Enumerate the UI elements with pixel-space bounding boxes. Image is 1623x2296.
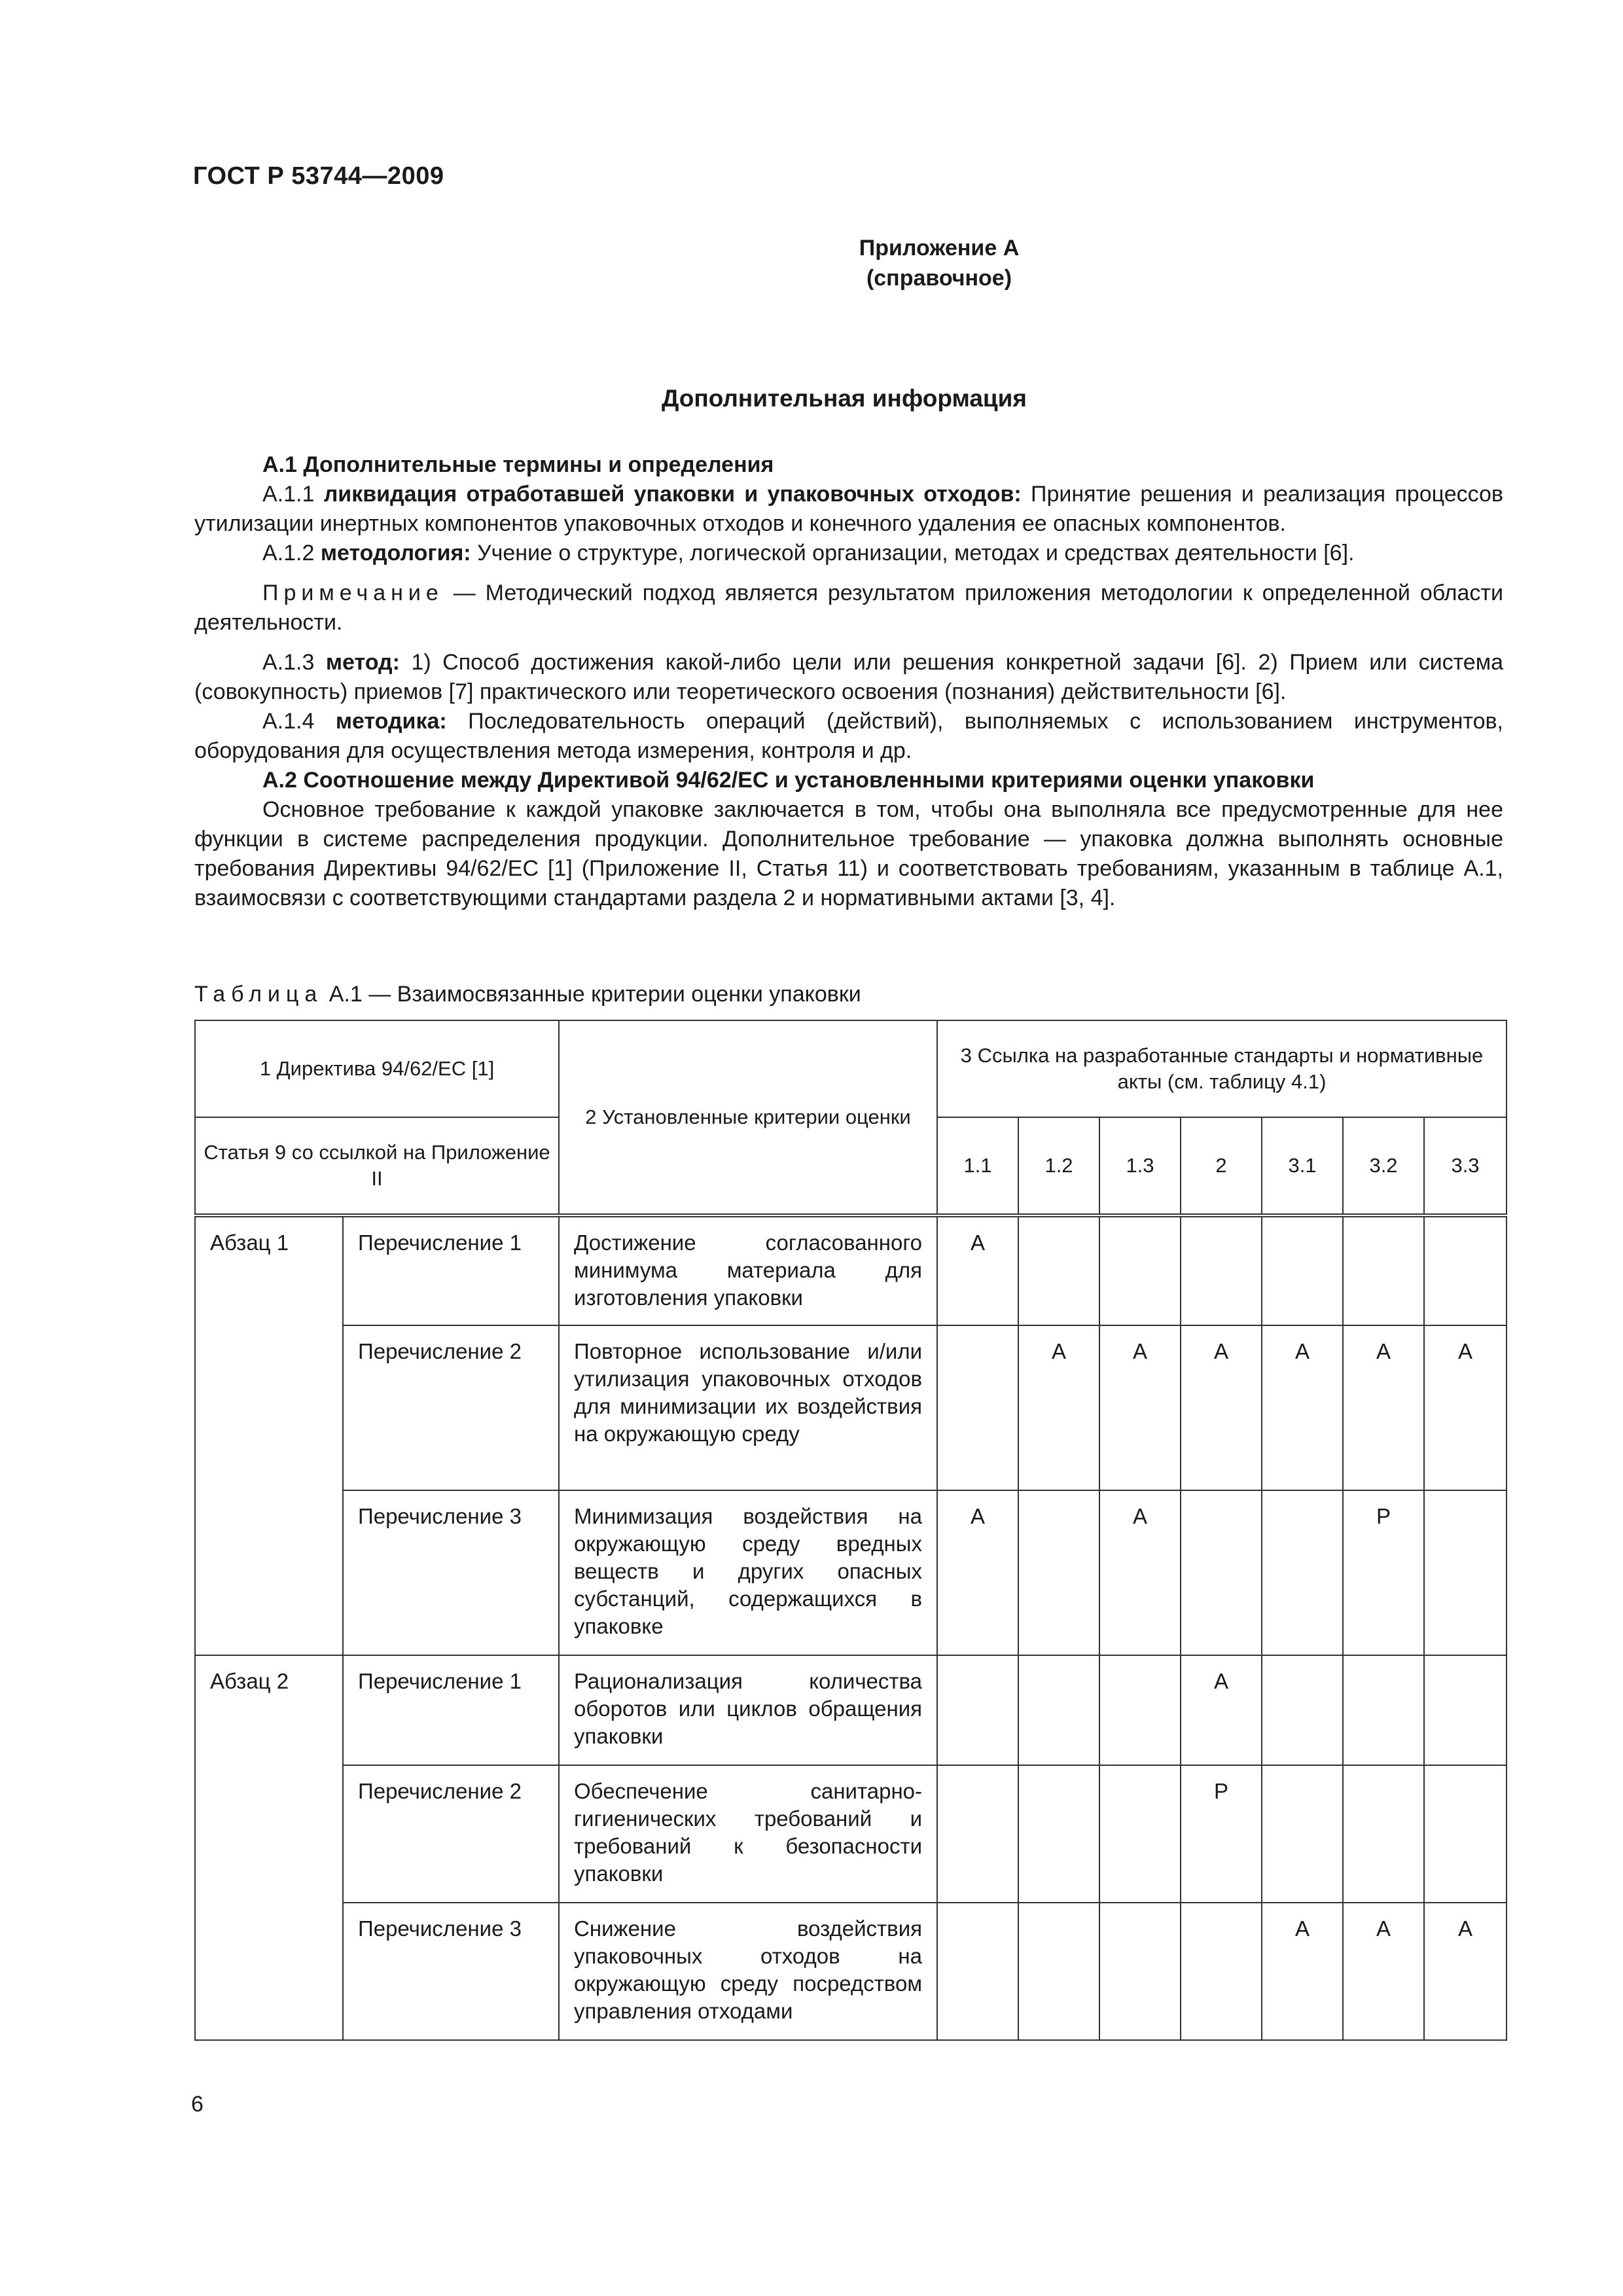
section-title: Дополнительная информация — [661, 385, 1027, 412]
table-row — [195, 1655, 1507, 1765]
paragraph-cell: Абзац 2 — [195, 1655, 343, 2040]
mark-cell — [1262, 1655, 1343, 1765]
ref-col-header: 1.1 — [937, 1117, 1018, 1215]
item-cell: Перечисление 3 — [343, 1903, 559, 2040]
table-row — [195, 1490, 1507, 1655]
mark-cell: А — [937, 1215, 1018, 1325]
table-caption: Таблица А.1 — Взаимосвязанные критерии оценки упаковки — [194, 982, 861, 1007]
table-row — [195, 1215, 1507, 1325]
item-cell: Перечисление 2 — [343, 1325, 559, 1490]
mark-cell — [1181, 1903, 1262, 2040]
ref-col-header: 1.2 — [1018, 1117, 1099, 1215]
criteria-table — [194, 1020, 1507, 2041]
mark-cell: А — [1181, 1325, 1262, 1490]
ref-col-header: 3.2 — [1343, 1117, 1424, 1215]
mark-cell — [1018, 1490, 1099, 1655]
body-text — [194, 450, 1503, 913]
header-article: Статья 9 со ссылкой на Приложение II — [195, 1117, 559, 1215]
mark-cell — [1424, 1655, 1507, 1765]
criterion-cell: Рационализация количества оборотов или циклов обращения упаковки — [559, 1655, 937, 1765]
item-cell: Перечисление 2 — [343, 1765, 559, 1903]
paragraph-cell: Абзац 1 — [195, 1215, 343, 1655]
mark-cell — [1018, 1765, 1099, 1903]
annex-kind: (справочное) — [866, 266, 1012, 291]
ref-col-header: 3.3 — [1424, 1117, 1507, 1215]
mark-cell — [1099, 1655, 1181, 1765]
mark-cell: Р — [1181, 1765, 1262, 1903]
ref-col-header: 3.1 — [1262, 1117, 1343, 1215]
mark-cell — [1424, 1215, 1507, 1325]
mark-cell: А — [1262, 1903, 1343, 2040]
table-row — [195, 1325, 1507, 1490]
item-cell: Перечисление 1 — [343, 1655, 559, 1765]
mark-cell — [1018, 1655, 1099, 1765]
annex-title: Приложение А — [859, 236, 1020, 260]
mark-cell: Р — [1343, 1490, 1424, 1655]
mark-cell — [1262, 1765, 1343, 1903]
mark-cell — [1343, 1215, 1424, 1325]
header-criteria: 2 Установленные критерии оценки — [559, 1020, 937, 1215]
page-number: 6 — [191, 2092, 204, 2117]
criterion-cell: Снижение воздействия упаковочных отходов на окружающую среду посредством управления отходами — [559, 1903, 937, 2040]
mark-cell — [1424, 1490, 1507, 1655]
mark-cell: А — [1343, 1903, 1424, 2040]
criterion-cell: Повторное использование и/или утилизация упаковочных отходов для минимизации их воздействия на окружающую среду — [559, 1325, 937, 1490]
table-row — [195, 1903, 1507, 2040]
a2-paragraph: Основное требование к каждой упаковке заключается в том, чтобы она выполняла все предусмотренные для нее функции в системе распределения продукции. Дополнительное требование — упаковка должна выполнять основные требования Директивы 94/62/ЕС [1] (Приложение II, Статья 11) и соответствовать требованиям, указанным в таблице А.1, взаимосвязи с соответствующими стандартами раздела 2 и нормативными актами [3, 4]. — [194, 797, 1503, 910]
mark-cell — [1099, 1215, 1181, 1325]
mark-cell — [1181, 1215, 1262, 1325]
header-directive: 1 Директива 94/62/ЕС [1] — [195, 1020, 559, 1117]
mark-cell: А — [1343, 1325, 1424, 1490]
mark-cell — [1424, 1765, 1507, 1903]
criterion-cell: Минимизация воздействия на окружающую среду вредных веществ и других опасных субстанций, содержащихся в упаковке — [559, 1490, 937, 1655]
mark-cell: А — [1424, 1903, 1507, 2040]
criterion-cell: Достижение согласованного минимума материала для изготовления упаковки — [559, 1215, 937, 1325]
ref-col-header: 2 — [1181, 1117, 1262, 1215]
mark-cell: А — [1424, 1325, 1507, 1490]
mark-cell — [937, 1765, 1018, 1903]
mark-cell: А — [1018, 1325, 1099, 1490]
a1-heading: А.1 Дополнительные термины и определения — [262, 452, 774, 477]
mark-cell — [1099, 1903, 1181, 2040]
mark-cell — [1262, 1215, 1343, 1325]
mark-cell — [1343, 1765, 1424, 1903]
a2-heading: А.2 Соотношение между Директивой 94/62/ЕС и установленными критериями оценки упаковки — [262, 768, 1315, 793]
mark-cell — [937, 1325, 1018, 1490]
document-code: ГОСТ Р 53744—2009 — [193, 162, 444, 190]
mark-cell: А — [1181, 1655, 1262, 1765]
mark-cell — [937, 1903, 1018, 2040]
a1-2-paragraph: А.1.2 методология: Учение о структуре, логической организации, методах и средствах деятельности [6]. — [262, 541, 1355, 565]
ref-col-header: 1.3 — [1099, 1117, 1181, 1215]
mark-cell: А — [1262, 1325, 1343, 1490]
mark-cell — [1181, 1490, 1262, 1655]
item-cell: Перечисление 1 — [343, 1215, 559, 1325]
table-row — [195, 1765, 1507, 1903]
item-cell: Перечисление 3 — [343, 1490, 559, 1655]
mark-cell — [937, 1655, 1018, 1765]
mark-cell — [1262, 1490, 1343, 1655]
a1-4-paragraph: А.1.4 методика: Последовательность операций (действий), выполняемых с использованием инструментов, оборудования для осуществления метода измерения, контроля и др. — [194, 709, 1503, 763]
mark-cell — [1018, 1215, 1099, 1325]
mark-cell — [1099, 1765, 1181, 1903]
mark-cell: А — [1099, 1325, 1181, 1490]
a1-1-paragraph: А.1.1 ликвидация отработавшей упаковки и упаковочных отходов: Принятие решения и реализация процессов утилизации инертных компонентов упаковочных отходов и конечного удаления ее опасных компонентов. — [194, 482, 1503, 536]
header-references: 3 Ссылка на разработанные стандарты и нормативные акты (см. таблицу 4.1) — [937, 1020, 1507, 1117]
mark-cell — [1018, 1903, 1099, 2040]
mark-cell: А — [937, 1490, 1018, 1655]
annex-heading — [769, 233, 1109, 293]
a1-3-paragraph: А.1.3 метод: 1) Способ достижения какой-либо цели или решения конкретной задачи [6]. 2) Прием или система (совокупность) приемов [7] практического или теоретического освоения (познания) действительности [6]. — [194, 650, 1503, 704]
mark-cell: А — [1099, 1490, 1181, 1655]
note-paragraph: Примечание — Методический подход является результатом приложения методологии к определенной области деятельности. — [194, 581, 1503, 635]
criterion-cell: Обеспечение санитарно-гигиенических требований и требований к безопасности упаковки — [559, 1765, 937, 1903]
mark-cell — [1343, 1655, 1424, 1765]
